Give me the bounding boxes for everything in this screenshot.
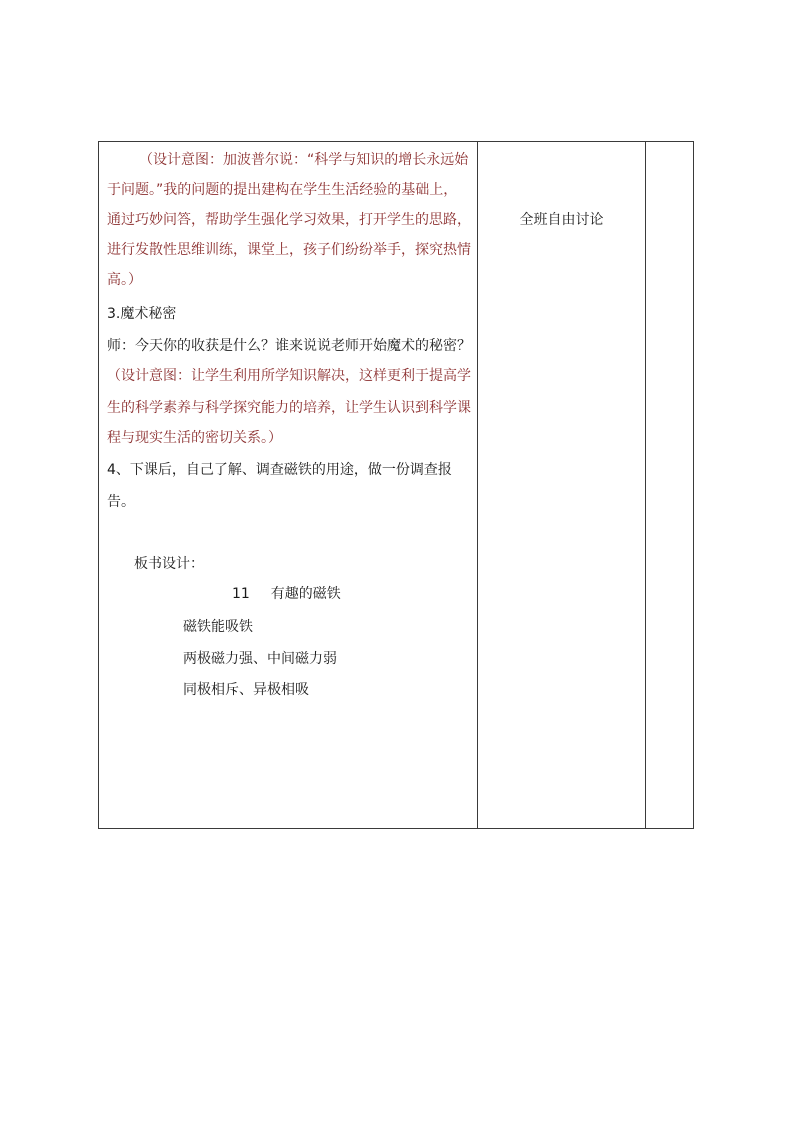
teacher-activity-cell — [99, 142, 478, 828]
lesson-title: 有趣的磁铁 — [270, 586, 341, 602]
board-point: 磁铁能吸铁 — [183, 619, 253, 635]
homework-line: 4、下课后，自己了解、调查磁铁的用途，做一份调查报 — [107, 462, 452, 478]
homework-line: 告。 — [107, 494, 135, 510]
design-intent-line: （设计意图：让学生利用所学知识解决，这样更利于提高学 — [107, 368, 471, 384]
lesson-number: 11 — [232, 586, 250, 602]
teacher-question: 师：今天你的收获是什么？谁来说说老师开始魔术的秘密？ — [107, 338, 471, 354]
board-lesson-title — [232, 584, 341, 604]
design-intent-line: 生的科学素养与科学探究能力的培养，让学生认识到科学课 — [107, 400, 471, 416]
lesson-plan-table — [98, 141, 694, 829]
design-intent-line: 通过巧妙问答，帮助学生强化学习效果，打开学生的思路， — [107, 212, 471, 228]
design-intent-line: 高。） — [107, 272, 142, 288]
student-activity-text: 全班自由讨论 — [519, 212, 604, 228]
design-intent-line: （设计意图：加波普尔说：“科学与知识的增长永远始 — [139, 152, 469, 168]
board-point: 两极磁力强、中间磁力弱 — [183, 651, 337, 667]
board-design-label: 板书设计： — [134, 556, 204, 572]
design-intent-line: 于问题。”我的问题的提出建构在学生生活经验的基础上， — [107, 182, 458, 198]
design-intent-line: 进行发散性思维训练，课堂上，孩子们纷纷举手，探究热情 — [107, 242, 471, 258]
notes-cell — [646, 142, 693, 828]
student-activity-cell — [478, 142, 646, 828]
section-heading-magic-secret: 3.魔术秘密 — [107, 306, 177, 322]
design-intent-line: 程与现实生活的密切关系。） — [107, 430, 282, 446]
board-point: 同极相斥、异极相吸 — [183, 682, 309, 698]
